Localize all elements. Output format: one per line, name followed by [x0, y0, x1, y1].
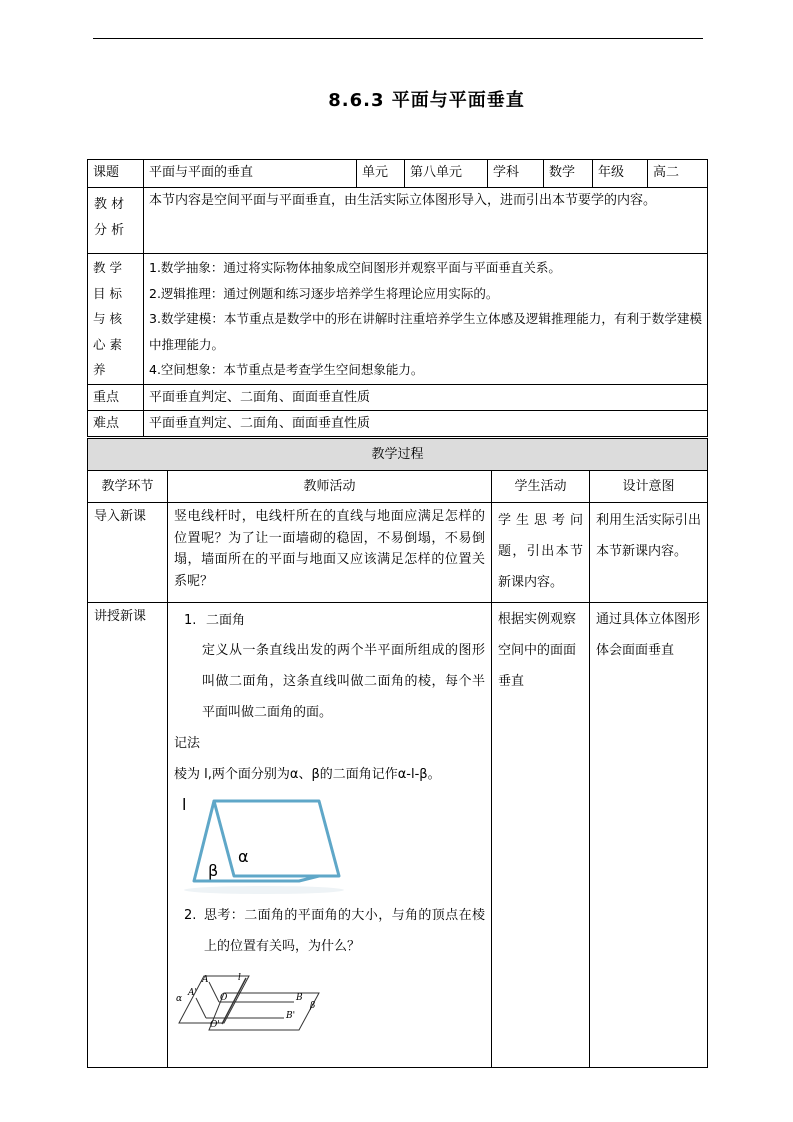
goals-label: 教 学 目 标 与 核 心 素 养 [88, 254, 144, 385]
grade-label: 年级 [593, 160, 648, 188]
col-teacher: 教师活动 [168, 471, 492, 503]
topic-value: 平面与平面的垂直 [144, 160, 357, 188]
lecture-stage: 讲授新课 [88, 603, 168, 1068]
unit-value: 第八单元 [405, 160, 488, 188]
point-o-label: O [220, 993, 228, 1003]
subject-value: 数学 [544, 160, 593, 188]
col-stage: 教学环节 [88, 471, 168, 503]
dihedral-angle-figure [174, 796, 354, 896]
item2-number: 2. [184, 908, 197, 923]
col-student: 学生活动 [492, 471, 590, 503]
grade-value: 高二 [648, 160, 708, 188]
point-b1-label: B' [286, 1011, 296, 1021]
notation-text: 棱为 l,两个面分别为α、β的二面角记作α-l-β。 [174, 767, 441, 782]
header-rule [93, 38, 703, 39]
goal-item: 2.逻辑推理：通过例题和练习逐步培养学生将理论应用实际的。 [149, 285, 499, 301]
point-a-label: A [202, 975, 209, 985]
point-a1-label: A' [188, 988, 197, 998]
analysis-label: 教 材 分 析 [88, 188, 144, 254]
plane-angle-figure [174, 968, 324, 1038]
lecture-student: 根据实例观察空间中的面面垂直 [492, 603, 590, 1068]
edge-label: l [182, 796, 187, 814]
item2-text: 思考：二面角的平面角的大小，与角的顶点在棱上的位置有关吗，为什么？ [204, 908, 485, 954]
goal-item: 4.空间想象：本节重点是考查学生空间想象能力。 [149, 362, 424, 377]
item1-title: 二面角 [206, 613, 246, 628]
plane-beta-label: β [310, 1001, 316, 1011]
notation-label: 记法 [174, 736, 201, 751]
subject-label: 学科 [488, 160, 544, 188]
beta-label: β [208, 861, 219, 880]
process-header: 教学过程 [88, 439, 708, 471]
line-l-label: l [238, 973, 241, 983]
goal-item: 3.数学建模：本节重点是数学中的形在讲解时注重培养学生立体感及逻辑推理能力，有利于数学建模中推理能力。 [149, 311, 702, 352]
intro-stage: 导入新课 [88, 503, 168, 603]
topic-label: 课题 [88, 160, 144, 188]
lecture-intent: 通过具体立体图形体会面面垂直 [590, 603, 708, 1068]
lecture-teacher [168, 603, 492, 1068]
plane-alpha-label: α [176, 994, 183, 1004]
col-intent: 设计意图 [590, 471, 708, 503]
difficulty-text: 平面垂直判定、二面角、面面垂直性质 [144, 411, 708, 437]
item1-number: 1. [184, 613, 197, 628]
definition-text: 定义从一条直线出发的两个半平面所组成的图形叫做二面角，这条直线叫做二面角的棱，每个半平面叫做二面角的面。 [202, 643, 485, 720]
key-point-text: 平面垂直判定、二面角、面面垂直性质 [144, 385, 708, 411]
analysis-text: 本节内容是空间平面与平面垂直，由生活实际立体图形导入，进而引出本节要学的内容。 [144, 188, 708, 254]
unit-label: 单元 [357, 160, 405, 188]
point-b-label: B [296, 993, 303, 1003]
intro-teacher: 竖电线杆时，电线杆所在的直线与地面应满足怎样的位置呢？为了让一面墙砌的稳固，不易倒塌，不易倒塌，墙面所在的平面与地面又应该满足怎样的位置关系呢？ [168, 503, 492, 603]
intro-intent: 利用生活实际引出本节新课内容。 [590, 503, 708, 603]
alpha-label: α [238, 847, 249, 866]
goals-list [144, 254, 708, 385]
point-o1-label: O' [210, 1020, 220, 1030]
difficulty-label: 难点 [88, 411, 144, 437]
lesson-info-table [87, 159, 708, 437]
teaching-process-table [87, 438, 708, 1068]
page-title: 8.6.3 平面与平面垂直 [328, 90, 525, 111]
key-point-label: 重点 [88, 385, 144, 411]
goal-item: 1.数学抽象：通过将实际物体抽象成空间图形并观察平面与平面垂直关系。 [149, 260, 561, 275]
intro-student: 学生思考问题，引出本节新课内容。 [492, 503, 590, 603]
